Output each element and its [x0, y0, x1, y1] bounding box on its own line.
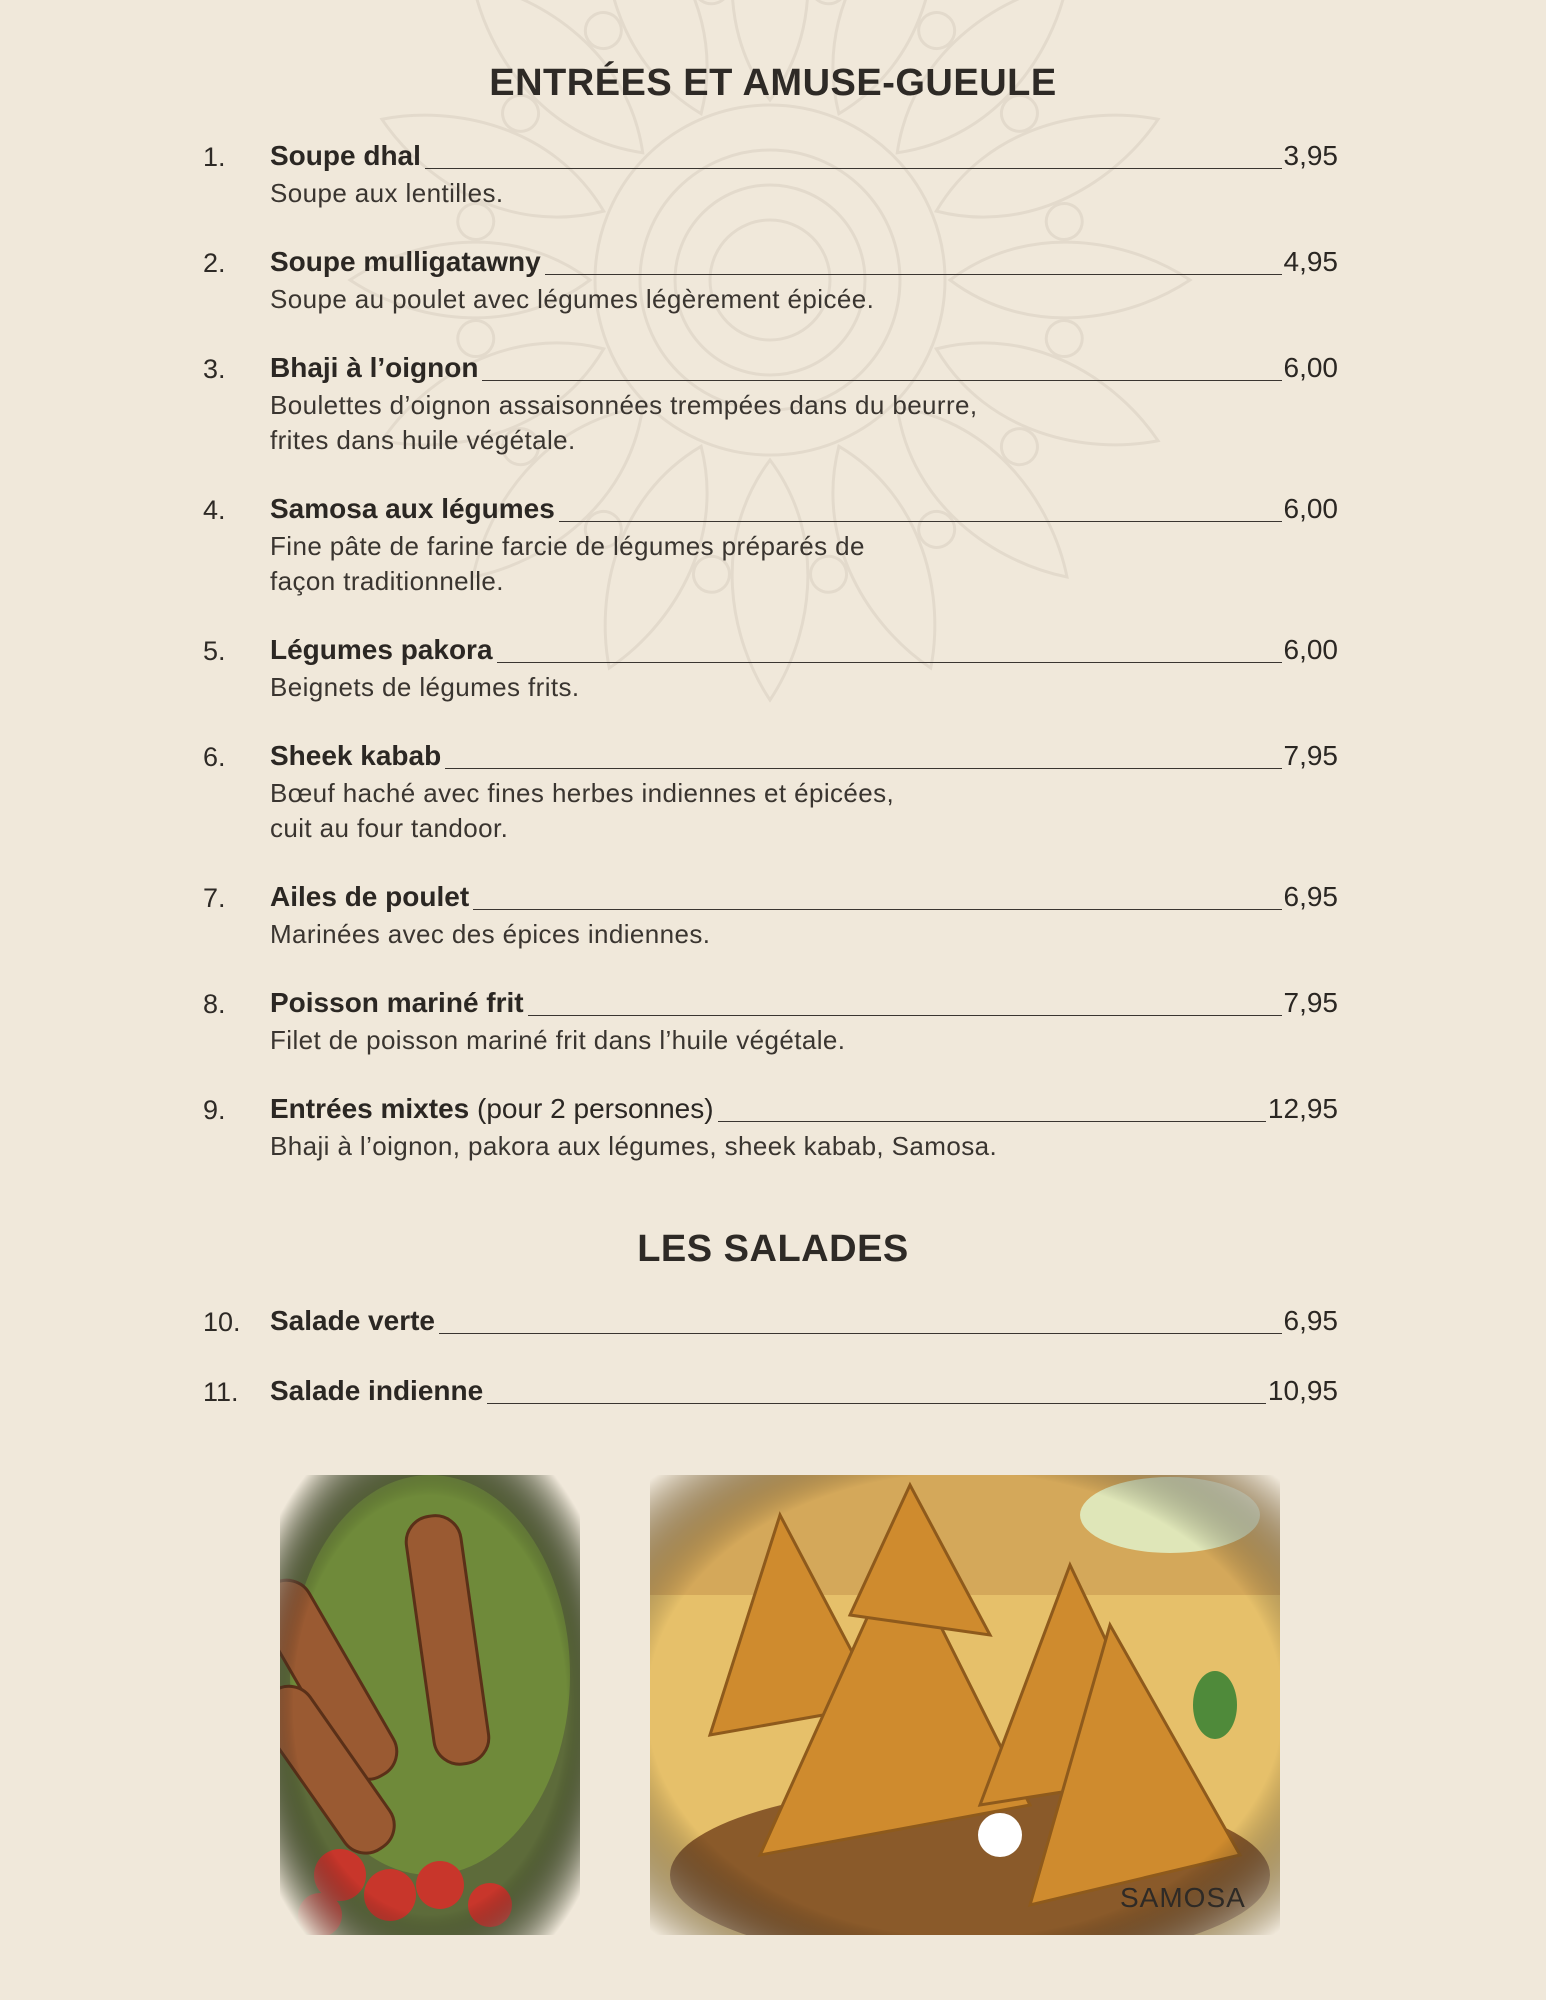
section-title-salades: LES SALADES [637, 1228, 909, 1270]
item-price: 7,95 [1283, 740, 1338, 771]
item-name: Bhaji à l’oignon [270, 352, 479, 383]
dotted-leader [487, 1403, 1266, 1404]
item-line [270, 140, 1338, 172]
item-price: 12,95 [1267, 1093, 1338, 1124]
item-name: Sheek kabab [270, 740, 442, 771]
item-number: 10. [203, 1307, 241, 1337]
samosa-caption: SAMOSA [1120, 1882, 1246, 1913]
item-line [270, 881, 1338, 913]
item-number: 9. [203, 1095, 226, 1125]
dotted-leader [528, 1015, 1282, 1016]
item-number: 2. [203, 248, 226, 278]
item-name: Légumes pakora [270, 634, 493, 665]
item-line [270, 634, 1338, 666]
item-number: 4. [203, 495, 226, 525]
dotted-leader [718, 1121, 1266, 1122]
item-name: Entrées mixtes [270, 1093, 470, 1124]
item-line [270, 740, 1338, 772]
item-number: 3. [203, 354, 226, 384]
item-price: 6,00 [1283, 493, 1338, 524]
item-description: Marinées avec des épices indiennes. [270, 919, 711, 949]
section-title-entrees: ENTRÉES ET AMUSE-GUEULE [489, 62, 1057, 104]
item-price: 3,95 [1283, 140, 1338, 171]
item-description: Fine pâte de farine farcie de légumes préparés de façon traditionnelle. [270, 531, 865, 596]
item-price: 4,95 [1283, 246, 1338, 277]
item-number: 5. [203, 636, 226, 666]
item-line [270, 246, 1338, 278]
item-description: Bhaji à l’oignon, pakora aux légumes, sheek kabab, Samosa. [270, 1131, 998, 1161]
item-line [270, 987, 1338, 1019]
item-description: Soupe au poulet avec légumes légèrement épicée. [270, 284, 875, 314]
item-description: Boulettes d’oignon assaisonnées trempées dans du beurre, frites dans huile végétale. [270, 390, 978, 455]
item-name: Soupe mulligatawny [270, 246, 541, 277]
item-price: 7,95 [1283, 987, 1338, 1018]
item-number: 8. [203, 989, 226, 1019]
dotted-leader [497, 662, 1282, 663]
samosa-photo [650, 1475, 1280, 1935]
item-name: Ailes de poulet [270, 881, 470, 912]
item-price: 6,95 [1283, 881, 1338, 912]
item-price: 6,95 [1283, 1305, 1338, 1336]
item-line [270, 1305, 1338, 1337]
item-description: Soupe aux lentilles. [270, 178, 504, 208]
dotted-leader [545, 274, 1282, 275]
item-price: 6,00 [1283, 352, 1338, 383]
item-description: Beignets de légumes frits. [270, 672, 580, 702]
item-number: 7. [203, 883, 226, 913]
item-line [270, 352, 1338, 384]
dotted-leader [425, 168, 1282, 169]
kabab-photo [280, 1475, 580, 1935]
dotted-leader [559, 521, 1282, 522]
item-description: Bœuf haché avec fines herbes indiennes et épicées, cuit au four tandoor. [270, 778, 895, 843]
item-name: Samosa aux légumes [270, 493, 555, 524]
dotted-leader [439, 1333, 1282, 1334]
item-name: Soupe dhal [270, 140, 421, 171]
item-line [270, 493, 1338, 525]
item-description: Filet de poisson mariné frit dans l’huile végétale. [270, 1025, 846, 1055]
item-line [270, 1375, 1338, 1407]
item-name: Salade verte [270, 1305, 435, 1336]
item-name: Salade indienne [270, 1375, 484, 1406]
item-price: 10,95 [1267, 1375, 1338, 1406]
item-number: 11. [203, 1377, 239, 1407]
item-number: 6. [203, 742, 226, 772]
item-line [270, 1093, 1338, 1125]
item-number: 1. [203, 142, 226, 172]
dotted-leader [473, 909, 1281, 910]
item-name: Poisson mariné frit [270, 987, 524, 1018]
item-note: (pour 2 personnes) [469, 1093, 714, 1124]
dotted-leader [482, 380, 1281, 381]
item-price: 6,00 [1283, 634, 1338, 665]
dotted-leader [445, 768, 1281, 769]
